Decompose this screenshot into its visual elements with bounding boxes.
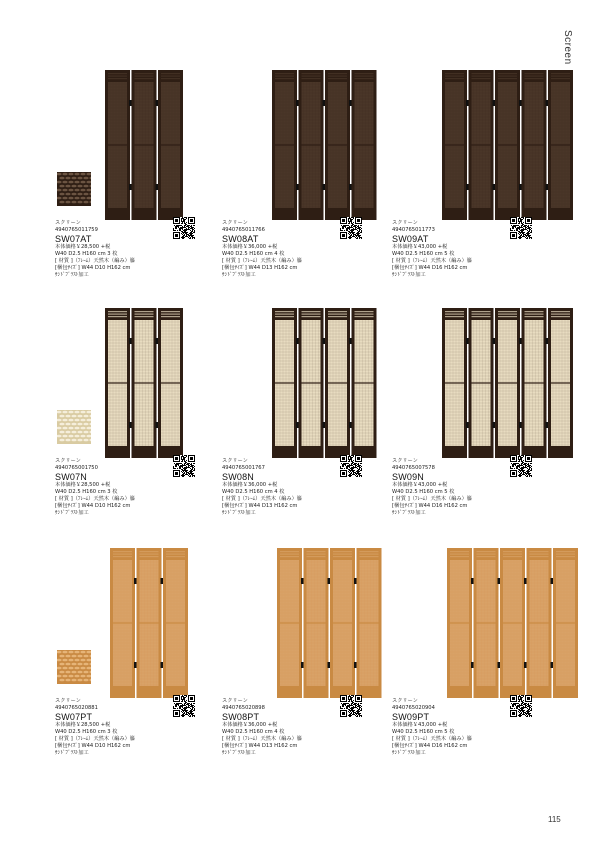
product-material: [ 材質 ]（ﾌﾚｰﾑ）天然木（編み）籐 — [222, 496, 302, 502]
product-card — [392, 540, 552, 760]
screen-panel — [469, 308, 496, 458]
product-card — [55, 540, 215, 760]
qr-code-icon — [173, 455, 195, 477]
folding-screen-image — [105, 308, 183, 458]
screen-panel — [110, 548, 137, 698]
screen-panel — [304, 548, 331, 698]
screen-panel — [474, 548, 501, 698]
product-finish: ｻﾝﾄﾞﾌﾞﾗｽﾄ加工 — [222, 272, 256, 278]
product-info — [55, 698, 135, 757]
product-category: スクリーン — [392, 698, 418, 704]
screen-panel — [469, 70, 496, 220]
material-swatch — [57, 650, 91, 684]
folding-screen-image — [442, 308, 573, 458]
screen-panel — [330, 548, 357, 698]
screen-panel — [132, 308, 159, 458]
product-material: [ 材質 ]（ﾌﾚｰﾑ）天然木（編み）籐 — [392, 258, 472, 264]
product-jan: 4940765020881 — [55, 705, 98, 711]
qr-code-icon — [510, 695, 532, 717]
product-size: W40 D2.5 H160 cm 5 枚 — [392, 489, 455, 495]
qr-code-icon — [173, 695, 195, 717]
product-category: スクリーン — [222, 698, 248, 704]
product-finish: ｻﾝﾄﾞﾌﾞﾗｽﾄ加工 — [222, 510, 256, 516]
folding-screen-image — [110, 548, 188, 698]
product-size: W40 D2.5 H160 cm 3 枚 — [55, 489, 118, 495]
screen-panel — [495, 70, 522, 220]
product-finish: ｻﾝﾄﾞﾌﾞﾗｽﾄ加工 — [55, 750, 89, 756]
product-package: [梱包ｻｲｽﾞ] W44 D10 H162 cm — [55, 743, 131, 749]
screen-panel — [553, 548, 578, 698]
qr-code-icon — [510, 217, 532, 239]
product-info — [392, 220, 472, 279]
product-card — [392, 62, 552, 282]
product-finish: ｻﾝﾄﾞﾌﾞﾗｽﾄ加工 — [392, 272, 426, 278]
screen-panel — [352, 70, 377, 220]
screen-panel — [500, 548, 527, 698]
screen-panel — [522, 308, 549, 458]
screen-panel — [272, 70, 299, 220]
product-material: [ 材質 ]（ﾌﾚｰﾑ）天然木（編み）籐 — [392, 496, 472, 502]
product-material: [ 材質 ]（ﾌﾚｰﾑ）天然木（編み）籐 — [55, 736, 135, 742]
screen-panel — [442, 308, 469, 458]
product-size: W40 D2.5 H160 cm 3 枚 — [55, 729, 118, 735]
screen-panel — [137, 548, 164, 698]
product-code: SW07AT — [55, 234, 92, 244]
product-jan: 4940765011773 — [392, 227, 435, 233]
product-code: SW09AT — [392, 234, 429, 244]
product-package: [梱包ｻｲｽﾞ] W44 D16 H162 cm — [392, 503, 468, 509]
product-price: 本体価格￥43,000 +税 — [392, 244, 448, 250]
screen-panel — [548, 308, 573, 458]
product-info — [392, 698, 472, 757]
product-code: SW09PT — [392, 712, 430, 722]
product-category: スクリーン — [392, 458, 418, 464]
product-size: W40 D2.5 H160 cm 5 枚 — [392, 729, 455, 735]
qr-code-icon — [340, 455, 362, 477]
product-info — [222, 698, 302, 757]
screen-panel — [527, 548, 554, 698]
product-card — [55, 62, 215, 282]
product-package: [梱包ｻｲｽﾞ] W44 D10 H162 cm — [55, 503, 131, 509]
folding-screen-image — [105, 70, 183, 220]
product-category: スクリーン — [392, 220, 418, 226]
product-material: [ 材質 ]（ﾌﾚｰﾑ）天然木（編み）籐 — [55, 258, 135, 264]
product-package: [梱包ｻｲｽﾞ] W44 D16 H162 cm — [392, 743, 468, 749]
screen-panel — [495, 308, 522, 458]
product-package: [梱包ｻｲｽﾞ] W44 D10 H162 cm — [55, 265, 131, 271]
folding-screen-image — [442, 70, 573, 220]
screen-panel — [158, 70, 183, 220]
product-price: 本体価格￥43,000 +税 — [392, 482, 448, 488]
product-info — [55, 458, 135, 517]
product-finish: ｻﾝﾄﾞﾌﾞﾗｽﾄ加工 — [55, 510, 89, 516]
folding-screen-image — [272, 70, 377, 220]
product-code: SW08PT — [222, 712, 260, 722]
material-swatch — [57, 172, 91, 206]
product-jan: 4940765001767 — [222, 465, 265, 471]
screen-panel — [299, 308, 326, 458]
product-code: SW09N — [392, 472, 425, 482]
product-code: SW08N — [222, 472, 255, 482]
product-category: スクリーン — [222, 220, 248, 226]
product-category: スクリーン — [222, 458, 248, 464]
product-material: [ 材質 ]（ﾌﾚｰﾑ）天然木（編み）籐 — [222, 736, 302, 742]
qr-code-icon — [510, 455, 532, 477]
product-card — [222, 62, 382, 282]
screen-panel — [105, 308, 132, 458]
screen-panel — [357, 548, 382, 698]
product-finish: ｻﾝﾄﾞﾌﾞﾗｽﾄ加工 — [392, 510, 426, 516]
product-price: 本体価格￥28,500 +税 — [55, 482, 111, 488]
product-card — [222, 300, 382, 520]
product-material: [ 材質 ]（ﾌﾚｰﾑ）天然木（編み）籐 — [55, 496, 135, 502]
screen-panel — [522, 70, 549, 220]
product-material: [ 材質 ]（ﾌﾚｰﾑ）天然木（編み）籐 — [222, 258, 302, 264]
product-size: W40 D2.5 H160 cm 4 枚 — [222, 489, 285, 495]
side-section-title: Screen — [562, 30, 573, 65]
product-card — [392, 300, 552, 520]
screen-panel — [447, 548, 474, 698]
product-jan: 4940765007578 — [392, 465, 435, 471]
product-code: SW07N — [55, 472, 88, 482]
product-price: 本体価格￥28,500 +税 — [55, 244, 111, 250]
product-price: 本体価格￥43,000 +税 — [392, 722, 448, 728]
folding-screen-image — [272, 308, 377, 458]
product-finish: ｻﾝﾄﾞﾌﾞﾗｽﾄ加工 — [55, 272, 89, 278]
product-category: スクリーン — [55, 698, 81, 704]
product-size: W40 D2.5 H160 cm 5 枚 — [392, 251, 455, 257]
product-jan: 4940765011759 — [55, 227, 98, 233]
product-info — [222, 220, 302, 279]
product-jan: 4940765011766 — [222, 227, 265, 233]
product-price: 本体価格￥28,500 +税 — [55, 722, 111, 728]
product-finish: ｻﾝﾄﾞﾌﾞﾗｽﾄ加工 — [392, 750, 426, 756]
product-price: 本体価格￥36,000 +税 — [222, 482, 278, 488]
page-number: 115 — [548, 815, 561, 824]
screen-panel — [325, 70, 352, 220]
product-package: [梱包ｻｲｽﾞ] W44 D13 H162 cm — [222, 265, 298, 271]
screen-panel — [548, 70, 573, 220]
qr-code-icon — [173, 217, 195, 239]
folding-screen-image — [447, 548, 578, 698]
product-card — [222, 540, 382, 760]
screen-panel — [272, 308, 299, 458]
product-size: W40 D2.5 H160 cm 4 枚 — [222, 251, 285, 257]
product-package: [梱包ｻｲｽﾞ] W44 D13 H162 cm — [222, 503, 298, 509]
screen-panel — [352, 308, 377, 458]
product-package: [梱包ｻｲｽﾞ] W44 D13 H162 cm — [222, 743, 298, 749]
screen-panel — [277, 548, 304, 698]
screen-panel — [325, 308, 352, 458]
product-jan: 4940765020904 — [392, 705, 435, 711]
product-card — [55, 300, 215, 520]
product-info — [222, 458, 302, 517]
screen-panel — [158, 308, 183, 458]
product-category: スクリーン — [55, 458, 81, 464]
material-swatch — [57, 410, 91, 444]
product-size: W40 D2.5 H160 cm 3 枚 — [55, 251, 118, 257]
product-material: [ 材質 ]（ﾌﾚｰﾑ）天然木（編み）籐 — [392, 736, 472, 742]
qr-code-icon — [340, 695, 362, 717]
product-finish: ｻﾝﾄﾞﾌﾞﾗｽﾄ加工 — [222, 750, 256, 756]
product-package: [梱包ｻｲｽﾞ] W44 D16 H162 cm — [392, 265, 468, 271]
product-info — [392, 458, 472, 517]
product-code: SW08AT — [222, 234, 259, 244]
screen-panel — [299, 70, 326, 220]
screen-panel — [105, 70, 132, 220]
product-price: 本体価格￥36,000 +税 — [222, 244, 278, 250]
product-jan: 4940765001750 — [55, 465, 98, 471]
product-jan: 4940765020898 — [222, 705, 265, 711]
product-category: スクリーン — [55, 220, 81, 226]
screen-panel — [163, 548, 188, 698]
qr-code-icon — [340, 217, 362, 239]
product-code: SW07PT — [55, 712, 93, 722]
screen-panel — [132, 70, 159, 220]
product-price: 本体価格￥36,000 +税 — [222, 722, 278, 728]
screen-panel — [442, 70, 469, 220]
product-size: W40 D2.5 H160 cm 4 枚 — [222, 729, 285, 735]
folding-screen-image — [277, 548, 382, 698]
product-info — [55, 220, 135, 279]
